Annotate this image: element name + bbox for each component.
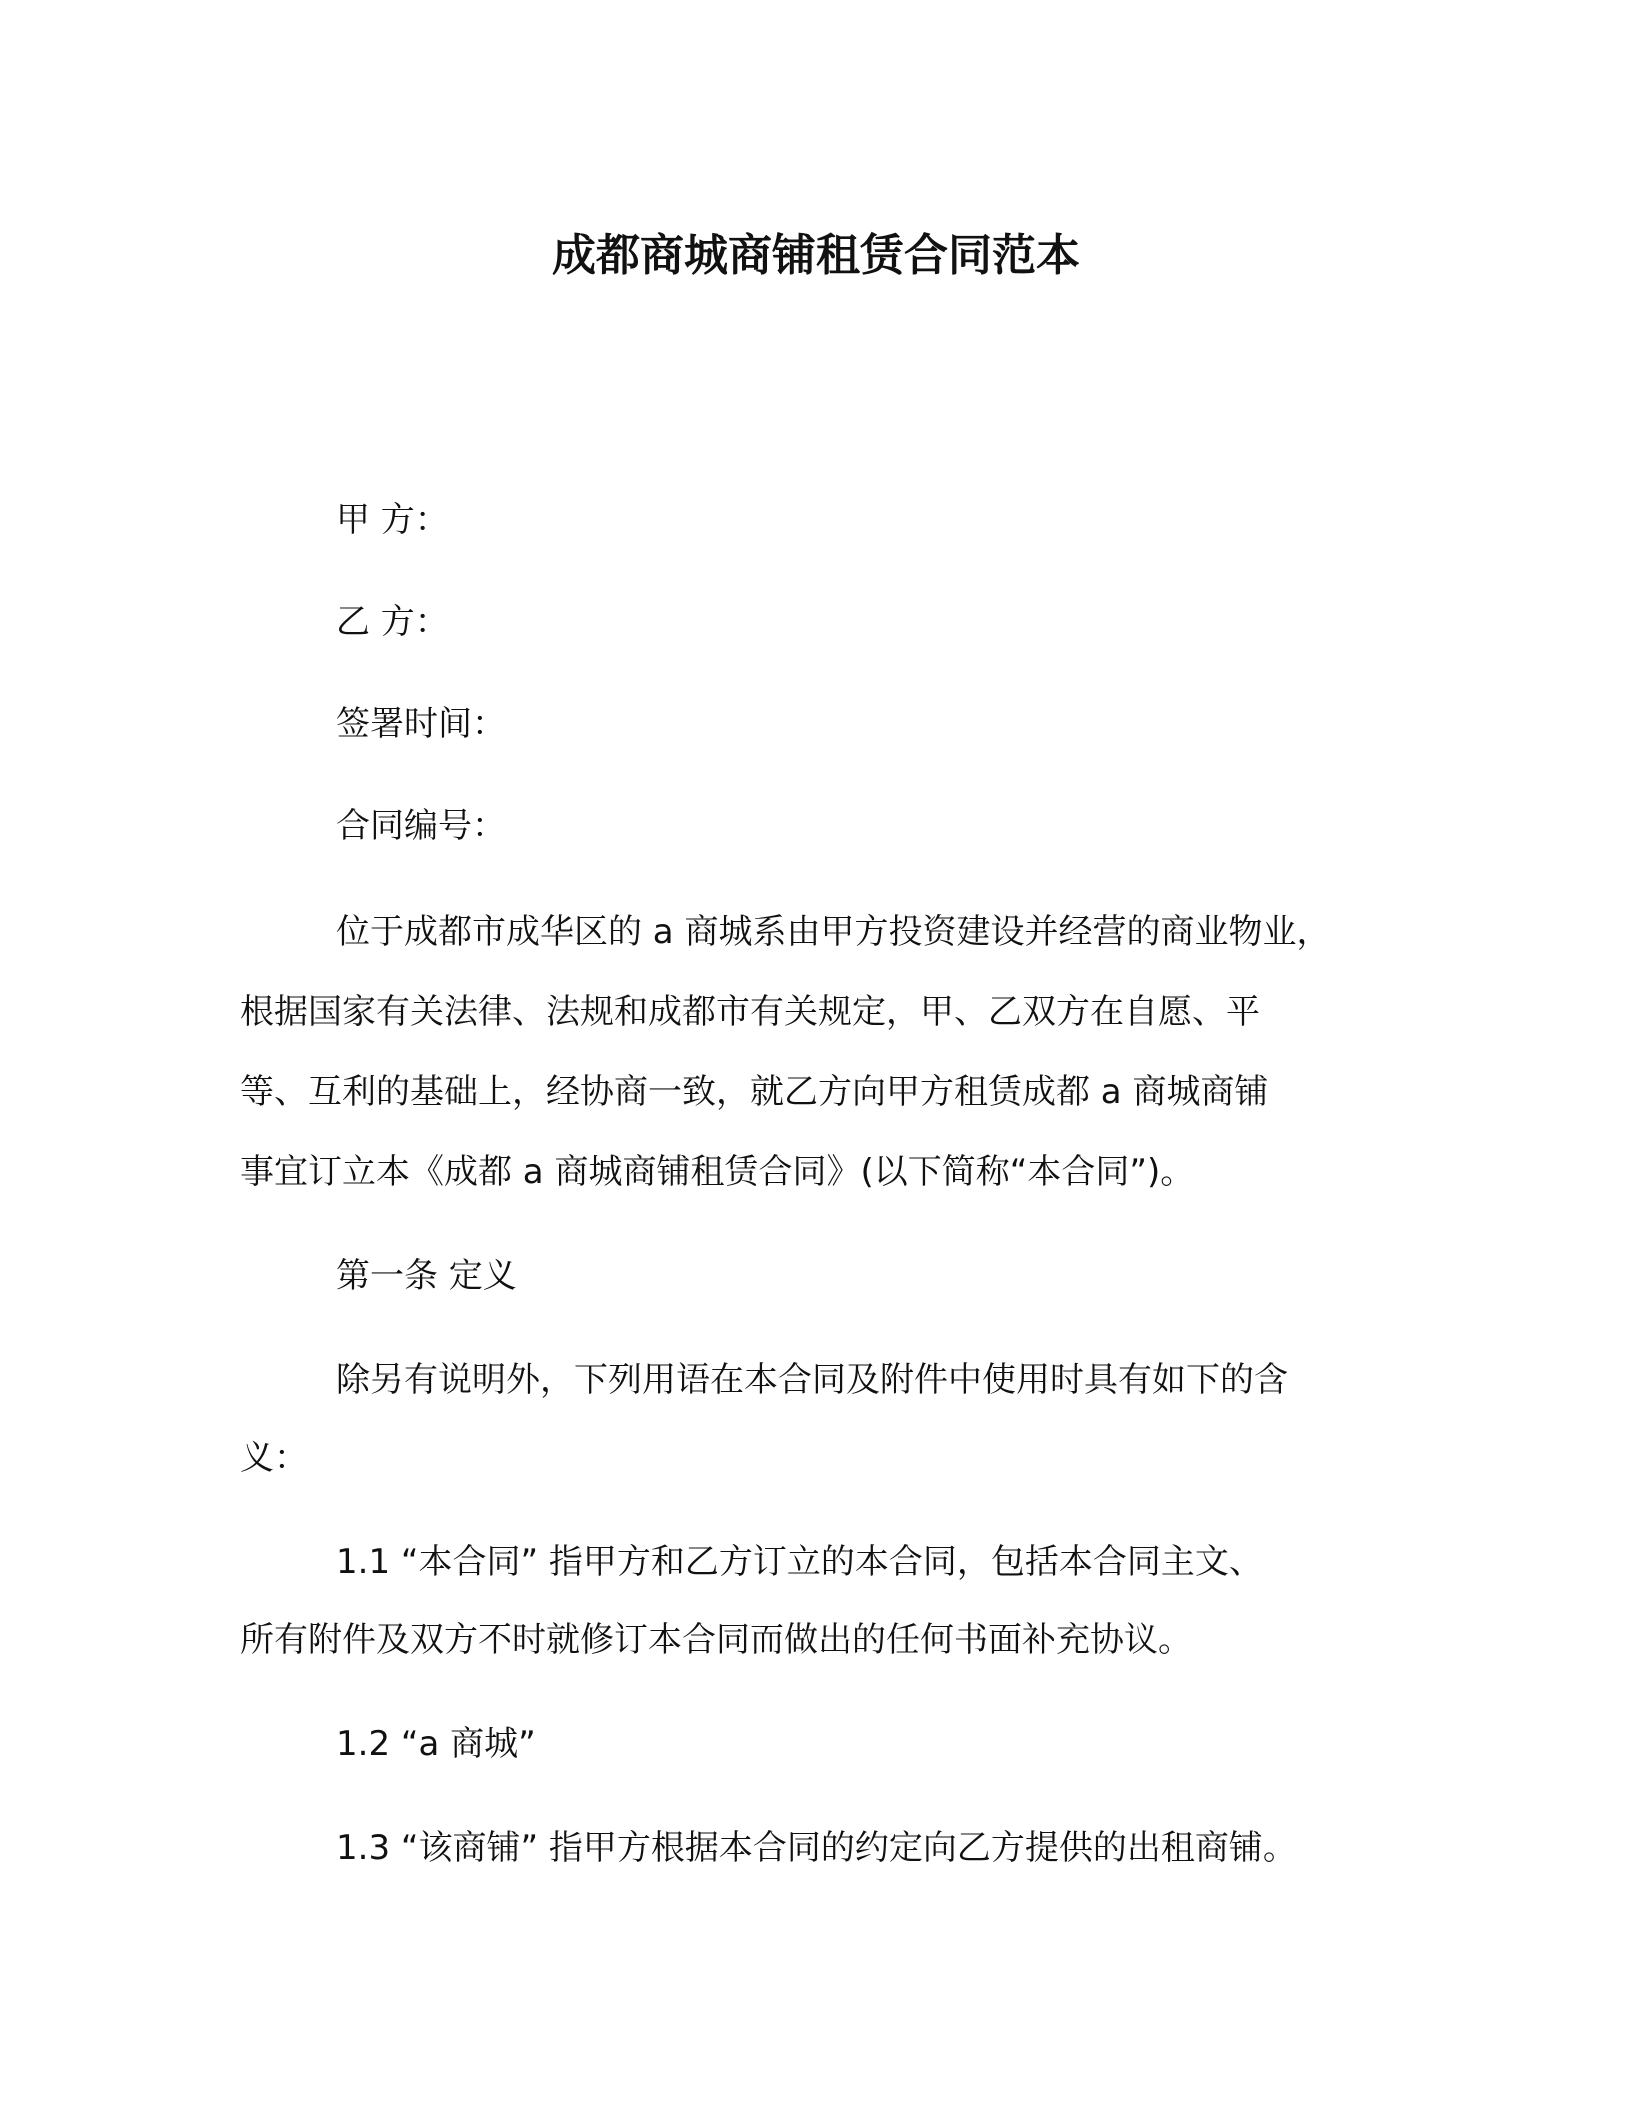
- article-1-heading: 第一条 定义: [336, 1256, 517, 1296]
- preamble-line: 根据国家有关法律、法规和成都市有关规定，甲、乙双方在自愿、平: [240, 992, 1260, 1032]
- clause-1-3: 1.3 “该商铺” 指甲方根据本合同的约定向乙方提供的出租商铺。: [336, 1828, 1297, 1868]
- article-1-intro-line: 除另有说明外，下列用语在本合同及附件中使用时具有如下的含: [336, 1360, 1288, 1400]
- clause-1-1-line: 1.1 “本合同” 指甲方和乙方订立的本合同，包括本合同主文、: [336, 1542, 1263, 1582]
- preamble-line: 等、互利的基础上，经协商一致，就乙方向甲方租赁成都 a 商城商铺: [240, 1072, 1269, 1112]
- contract-number-field: 合同编号：: [336, 806, 506, 846]
- article-1-intro-line: 义：: [240, 1438, 308, 1478]
- party-b-field: 乙 方：: [336, 602, 449, 642]
- preamble-line: 事宜订立本《成都 a 商城商铺租赁合同》(以下简称“本合同”)。: [240, 1152, 1195, 1192]
- sign-date-field: 签署时间：: [336, 704, 506, 744]
- party-a-field: 甲 方：: [336, 500, 449, 540]
- clause-1-1-line: 所有附件及双方不时就修订本合同而做出的任何书面补充协议。: [240, 1620, 1192, 1660]
- preamble-line: 位于成都市成华区的 a 商城系由甲方投资建设并经营的商业物业，: [336, 912, 1331, 952]
- clause-1-2: 1.2 “a 商城”: [336, 1724, 536, 1764]
- document-title: 成都商城商铺租赁合同范本: [552, 230, 1080, 281]
